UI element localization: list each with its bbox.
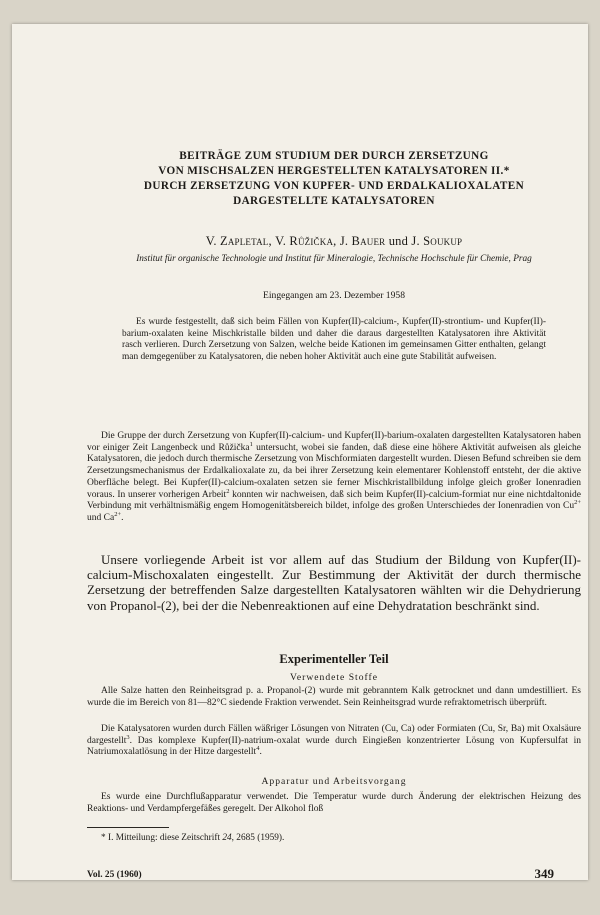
reference-marker: 3 xyxy=(126,733,130,741)
text-run: Die Gruppe der durch Zersetzung von Kupfer(II)-calcium- und Kupfer(II)-barium-oxalaten dargestellten Katalysatoren haben vor einiger Zeit Langenbeck und Růžička xyxy=(87,431,581,453)
footnote xyxy=(87,833,581,843)
article-title xyxy=(87,149,581,209)
subsection-heading: Apparatur und Arbeitsvorgang xyxy=(261,776,407,787)
text-run: * I. Mitteilung: diese Zeitschrift xyxy=(101,833,223,843)
author-line: V. Zapletal, V. Růžička, J. Bauer und J. Soukup xyxy=(205,234,463,248)
text-run: untersucht, wobei sie fanden, daß diese eine höhere Aktivität aufweisen als gleiche Katalysatoren, die jedoch durch thermische Zersetzung von Mischformiaten dargestellt wurden. Diesen Befund schreiben sie dem Zersetzungsmechanismus der Erdalkalioxalate zu, da bei ihrer Zersetzung kein elementarer Kohlenstoff entsteht, der die aktive Oberfläche belegt. Bei Kupfer(II)-calcium-oxalaten setzen sie ferner Mischkristallbildung infolge gleich großer Ionenradien voraus. In unserer vorherigen Arbeit xyxy=(87,442,581,500)
intro-paragraph xyxy=(87,431,581,525)
volume-number: 24 xyxy=(222,833,232,843)
text-run: . Das komplexe Kupfer(II)-natrium-oxalat wurde durch Eingießen konzentrierter Lösung von Kupfersulfat in Natriumoxalatlösung in der Hitze dargestellt xyxy=(87,735,581,758)
text-run: . xyxy=(121,512,124,523)
ion-charge: 2+ xyxy=(574,499,581,507)
received-date: Eingegangen am 23. Dezember 1958 xyxy=(263,290,405,301)
section-heading: Experimenteller Teil xyxy=(279,652,389,666)
author: V. Růžička xyxy=(275,234,334,248)
title-line: BEITRÄGE ZUM STUDIUM DER DURCH ZERSETZUNG xyxy=(179,150,489,162)
reference-marker: 4 xyxy=(256,745,260,753)
subsection-heading: Verwendete Stoffe xyxy=(290,672,378,683)
title-line: VON MISCHSALZEN HERGESTELLTEN KATALYSATOREN II.* xyxy=(158,165,510,177)
body-paragraph xyxy=(87,724,581,759)
text-run: Die Katalysatoren wurden durch Fällen wäßriger Lösungen von Nitraten (Cu, Ca) oder Formiaten (Cu, Sr, Ba) mit Oxalsäure dargestellt xyxy=(87,724,581,746)
page-number: 349 xyxy=(534,866,554,881)
author: V. Zapletal xyxy=(205,234,269,248)
title-line: DURCH ZERSETZUNG VON KUPFER- UND ERDALKALIOXALATEN xyxy=(143,180,525,192)
affiliation: Institut für organische Technologie und Institut für Mineralogie, Technische Hochschule für Chemie, Prag xyxy=(136,254,532,264)
author-conjunction: und xyxy=(388,234,409,248)
footnote-rule xyxy=(87,827,169,828)
journal-volume: Vol. 25 (1960) xyxy=(87,870,142,880)
ion-charge: 2+ xyxy=(114,510,122,518)
reference-marker: 1 xyxy=(249,440,253,448)
reference-marker: 2 xyxy=(226,487,230,495)
text-run: konnten wir nachweisen, daß sich beim Kupfer(II)-calcium-formiat nur eine nichtdaltonide Verbindung mit verhältnismäßig engem Homogenitätsbereich bildet, infolge des großen Unterschiedes der Ionenradien von Cu xyxy=(87,489,581,512)
body-paragraph: Es wurde eine Durchflußapparatur verwendet. Die Temperatur wurde durch Änderung der elektrischen Heizung des Reaktions- und Verdampfergefäßes geregelt. Der Alkohol floß xyxy=(87,792,581,814)
intro-large-paragraph: Unsere vorliegende Arbeit ist vor allem auf das Studium der Bildung von Kupfer(II)-calcium-Mischoxalaten eingestellt. Zur Bestimmung der Aktivität der durch thermische Zersetzung der betreffenden Salze dargestellten Katalysatoren wählten wir die Dehydrierung von Propanol-(2), bei der die Nebenreaktionen auf eine Dehydratation beschränkt sind. xyxy=(87,552,581,613)
text-run: , 2685 (1959). xyxy=(231,833,285,843)
title-line: DARGESTELLTE KATALYSATOREN xyxy=(233,195,435,207)
author: J. Bauer xyxy=(339,234,386,248)
text-run: . xyxy=(259,747,262,758)
author: J. Soukup xyxy=(411,234,463,248)
body-paragraph: Alle Salze hatten den Reinheitsgrad p. a. Propanol-(2) wurde mit gebranntem Kalk getrocknet und dann umdestilliert. Es wurde die im Bereich von 81—82°C siedende Fraktion verwendet. Sein Reinheitsgrad wurde refraktometrisch überprüft. xyxy=(87,686,581,708)
text-run: und Ca xyxy=(87,512,115,523)
abstract: Es wurde festgestellt, daß sich beim Fällen von Kupfer(II)-calcium-, Kupfer(II)-strontium- und Kupfer(II)-barium-oxalaten keine Mischkristalle bilden und daher die daraus dargestellten Katalysatoren ihre Aktivität rasch verlieren. Durch Zersetzung von Salzen, welche beide Kationen im gemeinsamen Gitter enthalten, gelangt man demgegenüber zu Katalysatoren, die neben hoher Aktivität auch eine gute Stabilität aufweisen. xyxy=(122,317,546,362)
journal-page xyxy=(12,24,588,880)
